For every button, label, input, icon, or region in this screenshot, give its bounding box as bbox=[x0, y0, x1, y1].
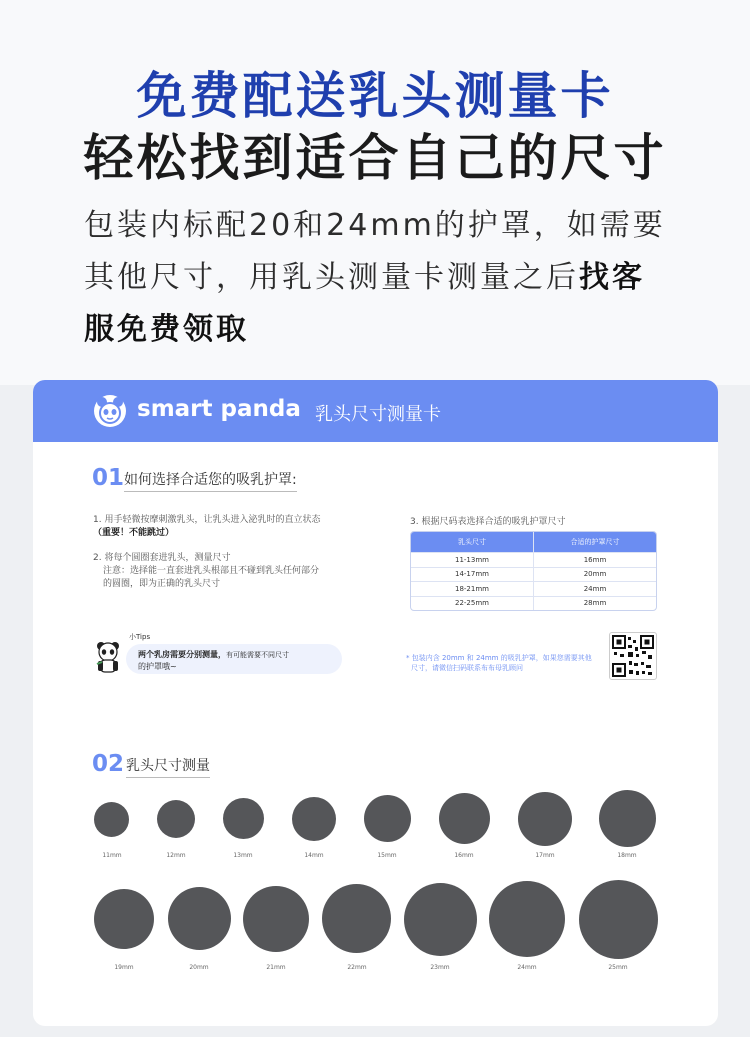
hero-body-line3-bold: 服免费领取 bbox=[84, 312, 249, 347]
hero-body-line3 bbox=[84, 304, 684, 356]
measure-circle-23mm bbox=[404, 883, 477, 956]
hero-description bbox=[84, 200, 684, 356]
measurement-card bbox=[33, 380, 718, 1026]
panda-mascot-icon bbox=[93, 640, 123, 676]
size-table bbox=[410, 531, 657, 611]
card-header bbox=[33, 380, 718, 442]
measure-circle-24mm bbox=[489, 881, 565, 957]
note-line2: 尺寸，请微信扫码联系布布母乳顾问 bbox=[411, 664, 523, 672]
step-1 bbox=[93, 514, 393, 540]
circle-label: 19mm bbox=[114, 964, 134, 971]
hero-body-line1: 包装内标配20和24mm的护罩，如需要 bbox=[84, 208, 666, 243]
shield-size-cell: 20mm bbox=[533, 568, 656, 582]
card-title: 乳头尺寸测量卡 bbox=[315, 404, 441, 425]
step2-line1: 2. 将每个圆圈套进乳头，测量尺寸 bbox=[93, 553, 231, 563]
tip-line2: 的护罩哦~ bbox=[138, 662, 177, 671]
nipple-size-cell: 22-25mm bbox=[455, 599, 489, 608]
tip-bubble bbox=[126, 644, 342, 674]
nipple-size-cell: 11-13mm bbox=[455, 555, 489, 564]
package-note bbox=[406, 653, 606, 673]
measure-circle-18mm bbox=[599, 790, 656, 847]
table-row bbox=[411, 596, 656, 611]
panda-logo-icon bbox=[93, 394, 127, 428]
measure-circle-17mm bbox=[518, 792, 572, 846]
tip-label: 小Tips bbox=[129, 633, 151, 641]
shield-size-cell: 16mm bbox=[533, 553, 656, 567]
section2-number: 02 bbox=[92, 751, 125, 777]
hero-title-dark: 轻松找到适合自己的尺寸 bbox=[83, 129, 667, 187]
circle-label: 25mm bbox=[608, 964, 628, 971]
size-table-header bbox=[411, 532, 656, 552]
steps-list bbox=[93, 514, 393, 603]
hero-body-line2-bold: 找客 bbox=[579, 260, 645, 295]
hero-body-line2-normal: 其他尺寸，用乳头测量卡测量之后 bbox=[84, 260, 579, 295]
circle-label: 13mm bbox=[233, 852, 253, 859]
table-row bbox=[411, 567, 656, 582]
measure-circle-12mm bbox=[157, 800, 195, 838]
measure-circle-19mm bbox=[94, 889, 154, 949]
wechat-qr-code[interactable] bbox=[609, 632, 657, 680]
brand-name: smart panda bbox=[137, 396, 301, 422]
measure-circle-20mm bbox=[168, 887, 231, 950]
step1-text: 1. 用手轻微按摩刺激乳头，让乳头进入泌乳时的直立状态 bbox=[93, 515, 321, 525]
header-nipple-size: 乳头尺寸 bbox=[458, 538, 486, 546]
circle-label: 11mm bbox=[102, 852, 122, 859]
shield-size-cell: 28mm bbox=[533, 597, 656, 611]
tip-rest-text: 有可能需要不同尺寸 bbox=[226, 651, 289, 659]
section1-title: 如何选择合适您的吸乳护罩: bbox=[124, 469, 297, 492]
step2-line3: 的圆圈，即为正确的乳头尺寸 bbox=[103, 579, 221, 589]
measure-circle-14mm bbox=[292, 797, 336, 841]
note-line1: * 包装内含 20mm 和 24mm 的吸乳护罩，如果您需要其他 bbox=[406, 654, 592, 662]
circle-label: 20mm bbox=[189, 964, 209, 971]
circle-label: 24mm bbox=[517, 964, 537, 971]
tip-bold-text: 两个乳房需要分别测量， bbox=[138, 650, 226, 659]
nipple-size-cell: 18-21mm bbox=[455, 584, 489, 593]
header-shield-size: 合适的护罩尺寸 bbox=[533, 532, 656, 552]
step3-caption: 3. 根据尺码表选择合适的吸乳护罩尺寸 bbox=[410, 517, 566, 527]
measure-circle-15mm bbox=[364, 795, 411, 842]
shield-size-cell: 24mm bbox=[533, 582, 656, 596]
table-row bbox=[411, 552, 656, 567]
hero-body-line2 bbox=[84, 252, 684, 304]
hero-title-blue: 免费配送乳头测量卡 bbox=[136, 67, 614, 125]
circle-label: 21mm bbox=[266, 964, 286, 971]
section2-title: 乳头尺寸测量 bbox=[126, 755, 210, 778]
circle-label: 23mm bbox=[430, 964, 450, 971]
nipple-size-cell: 14-17mm bbox=[455, 570, 489, 579]
step2-line2: 注意：选择能一直套进乳头根部且不碰到乳头任何部分 bbox=[103, 566, 320, 576]
section1-number: 01 bbox=[92, 465, 125, 491]
measure-circle-22mm bbox=[322, 884, 391, 953]
measure-circle-16mm bbox=[439, 793, 490, 844]
measure-circle-11mm bbox=[94, 802, 129, 837]
measure-circle-13mm bbox=[223, 798, 264, 839]
step-2 bbox=[93, 552, 393, 591]
measure-circle-21mm bbox=[243, 886, 309, 952]
step1-important: （重要！不能跳过） bbox=[93, 528, 175, 538]
table-row bbox=[411, 581, 656, 596]
circle-label: 17mm bbox=[535, 852, 555, 859]
circle-label: 22mm bbox=[347, 964, 367, 971]
qr-code-icon bbox=[610, 633, 656, 679]
hero-section bbox=[0, 0, 750, 385]
measure-circle-25mm bbox=[579, 880, 658, 959]
circle-label: 16mm bbox=[454, 852, 474, 859]
circle-label: 14mm bbox=[304, 852, 324, 859]
circle-label: 18mm bbox=[617, 852, 637, 859]
circle-label: 15mm bbox=[377, 852, 397, 859]
circle-label: 12mm bbox=[166, 852, 186, 859]
